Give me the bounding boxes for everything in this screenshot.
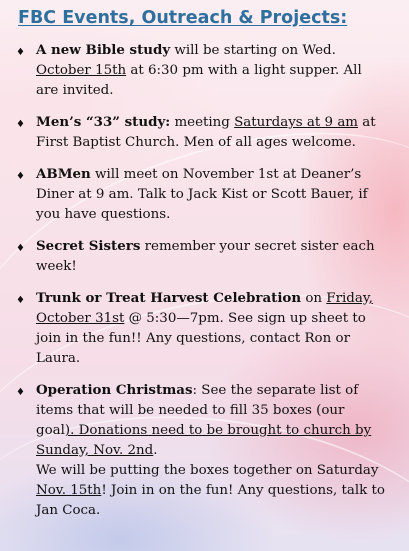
list-item-secret-sisters: ♦ Secret Sisters remember your secret sister each week! bbox=[16, 238, 375, 274]
diamond-bullet-icon: ♦ bbox=[16, 47, 25, 58]
item-heading: A new Bible study bbox=[36, 42, 171, 58]
item-heading: ABMen bbox=[36, 166, 91, 182]
list-item-trunk-or-treat: ♦ Trunk or Treat Harvest Celebration on Friday, October 31st @ 5:30—7pm. See sign up sheet to join in the fun!! Any questions, contact Ron or Laura. bbox=[16, 290, 373, 366]
list-item-operation-christmas: ♦ Operation Christmas: See the separate list of items that will be needed to fill 35 boxes (our goal). Donations need to be brought to church by Sunday, Nov. 2nd. We will be putting the boxes together on Saturday Nov. 15th! Join in on the fun! Any questions, talk to Jan Coca. bbox=[16, 382, 385, 518]
diamond-bullet-icon: ♦ bbox=[16, 295, 25, 306]
item-heading: Men’s “33” study: bbox=[36, 114, 171, 130]
diamond-bullet-icon: ♦ bbox=[16, 243, 25, 254]
diamond-bullet-icon: ♦ bbox=[16, 171, 25, 182]
list-item-mens-study: ♦ Men’s “33” study: meeting Saturdays at 9 am at First Baptist Church. Men of all ages welcome. bbox=[16, 114, 376, 150]
list-item-abmen: ♦ ABMen will meet on November 1st at Deaner’s Diner at 9 am. Talk to Jack Kist or Scott Bauer, if you have questions. bbox=[16, 166, 368, 222]
events-list bbox=[16, 40, 386, 521]
diamond-bullet-icon: ♦ bbox=[16, 387, 25, 398]
page-title: FBC Events, Outreach & Projects: bbox=[18, 8, 348, 28]
diamond-bullet-icon: ♦ bbox=[16, 119, 25, 130]
item-heading: Trunk or Treat Harvest Celebration bbox=[36, 290, 302, 306]
item-heading: Secret Sisters bbox=[36, 238, 141, 254]
list-item-bible-study: ♦ A new Bible study will be starting on Wed. October 15th at 6:30 pm with a light supper. All are invited. bbox=[16, 42, 362, 98]
item-heading: Operation Christmas bbox=[36, 382, 193, 398]
